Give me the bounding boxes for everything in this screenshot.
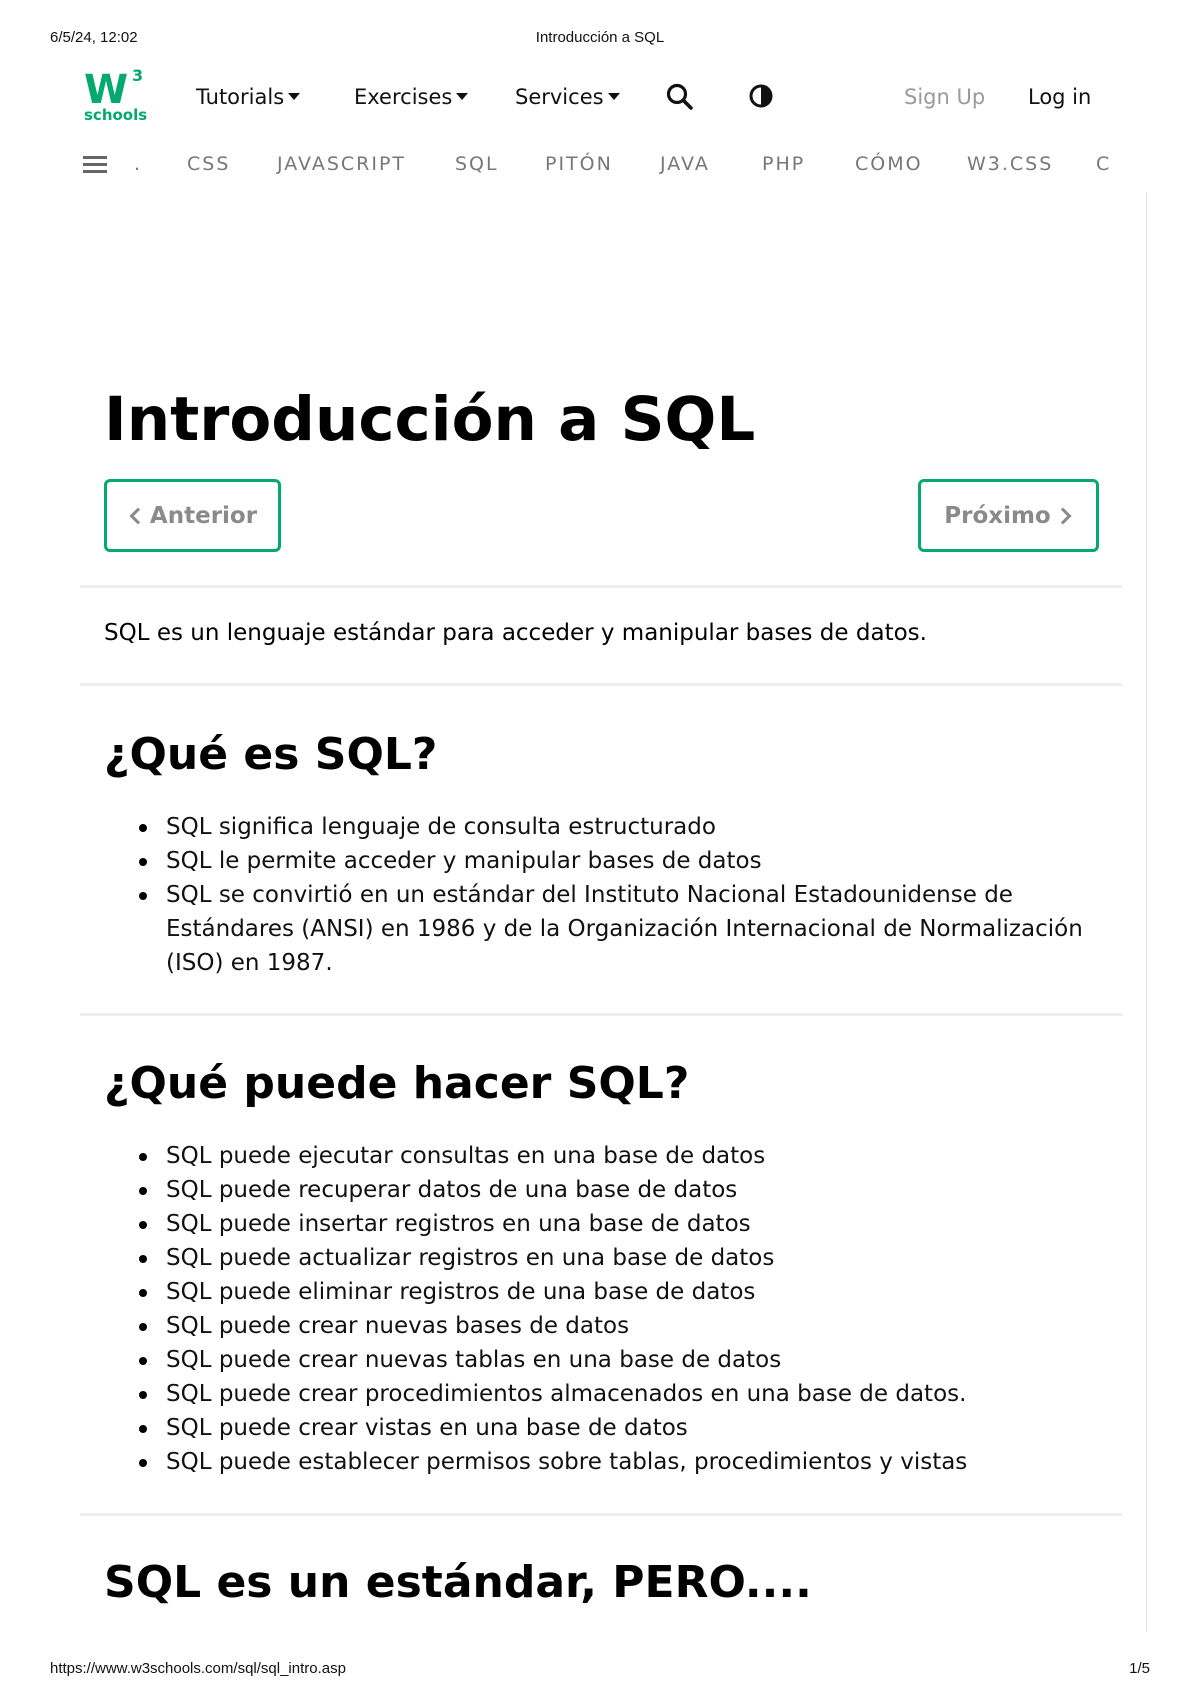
divider <box>80 683 1122 686</box>
caret-down-icon <box>456 93 468 100</box>
nav-services-label: Services <box>515 85 604 109</box>
subnav-item-como[interactable]: CÓMO <box>855 153 923 175</box>
print-title: Introducción a SQL <box>535 29 665 46</box>
list-item: SQL le permite acceder y manipular bases de datos <box>166 844 1126 878</box>
list-item: SQL puede crear procedimientos almacenados en una base de datos. <box>166 1377 1126 1411</box>
logo-mark: W <box>84 67 125 113</box>
list-item: SQL puede establecer permisos sobre tablas, procedimientos y vistas <box>166 1445 1126 1479</box>
print-date: 6/5/24, 12:02 <box>50 29 138 46</box>
what-can-sql-do-list <box>166 1139 1126 1479</box>
previous-button-label: Anterior <box>149 502 258 529</box>
print-url: https://www.w3schools.com/sql/sql_intro.asp <box>50 1660 346 1677</box>
page-title: Introducción a SQL <box>104 384 756 455</box>
list-item: SQL puede insertar registros en una base de datos <box>166 1207 1126 1241</box>
logo-superscript: 3 <box>132 66 144 85</box>
hamburger-menu-icon[interactable] <box>83 156 107 174</box>
intro-text: SQL es un lenguaje estándar para acceder y manipular bases de datos. <box>104 620 927 646</box>
print-page-number: 1/5 <box>1129 1660 1150 1677</box>
section-heading-what-is-sql: ¿Qué es SQL? <box>104 729 438 780</box>
what-is-sql-list <box>166 810 1126 980</box>
content-right-border <box>1146 192 1147 1632</box>
search-icon[interactable] <box>665 82 695 112</box>
subnav-item-php[interactable]: PHP <box>762 153 806 175</box>
list-item: SQL puede ejecutar consultas en una base de datos <box>166 1139 1126 1173</box>
chevron-left-icon <box>129 507 146 524</box>
nav-tutorials-label: Tutorials <box>196 85 285 109</box>
divider <box>80 585 1122 588</box>
subnav-item-piton[interactable]: PITÓN <box>545 153 613 175</box>
log-in-link[interactable]: Log in <box>1028 85 1092 109</box>
subnav-item-sql[interactable]: SQL <box>455 153 499 175</box>
subnav-item-css[interactable]: CSS <box>187 153 231 175</box>
divider <box>80 1013 1122 1016</box>
list-item: SQL puede crear nuevas bases de datos <box>166 1309 1126 1343</box>
list-item: SQL puede eliminar registros de una base de datos <box>166 1275 1126 1309</box>
contrast-icon[interactable] <box>746 82 776 112</box>
nav-exercises-label: Exercises <box>354 85 453 109</box>
subnav-item-dot[interactable]: . <box>134 153 143 175</box>
nav-services-dropdown[interactable] <box>515 84 620 110</box>
section-heading-sql-standard: SQL es un estándar, PERO.... <box>104 1557 812 1608</box>
next-button[interactable] <box>918 479 1099 552</box>
chevron-right-icon <box>1054 507 1071 524</box>
previous-button[interactable] <box>104 479 281 552</box>
sign-up-link[interactable]: Sign Up <box>904 85 986 109</box>
section-heading-what-can-sql-do: ¿Qué puede hacer SQL? <box>104 1058 690 1109</box>
subnav-item-java[interactable]: JAVA <box>660 153 710 175</box>
list-item: SQL se convirtió en un estándar del Instituto Nacional Estadounidense de Estándares (ANSI) en 1986 y de la Organización Internacional de Normalización (ISO) en 1987. <box>166 878 1126 980</box>
next-button-label: Próximo <box>944 502 1051 529</box>
list-item: SQL puede crear nuevas tablas en una base de datos <box>166 1343 1126 1377</box>
subnav-item-c[interactable]: C <box>1096 153 1112 175</box>
caret-down-icon <box>288 93 300 100</box>
caret-down-icon <box>608 93 620 100</box>
logo-word: schools <box>84 106 148 124</box>
nav-exercises-dropdown[interactable] <box>354 84 468 110</box>
list-item: SQL puede actualizar registros en una base de datos <box>166 1241 1126 1275</box>
subnav-item-w3css[interactable]: W3.CSS <box>967 153 1054 175</box>
list-item: SQL puede crear vistas en una base de datos <box>166 1411 1126 1445</box>
list-item: SQL significa lenguaje de consulta estructurado <box>166 810 1126 844</box>
w3schools-logo[interactable] <box>84 68 146 126</box>
nav-tutorials-dropdown[interactable] <box>196 84 300 110</box>
divider <box>80 1513 1122 1516</box>
subnav-item-javascript[interactable]: JAVASCRIPT <box>277 153 407 175</box>
list-item: SQL puede recuperar datos de una base de datos <box>166 1173 1126 1207</box>
